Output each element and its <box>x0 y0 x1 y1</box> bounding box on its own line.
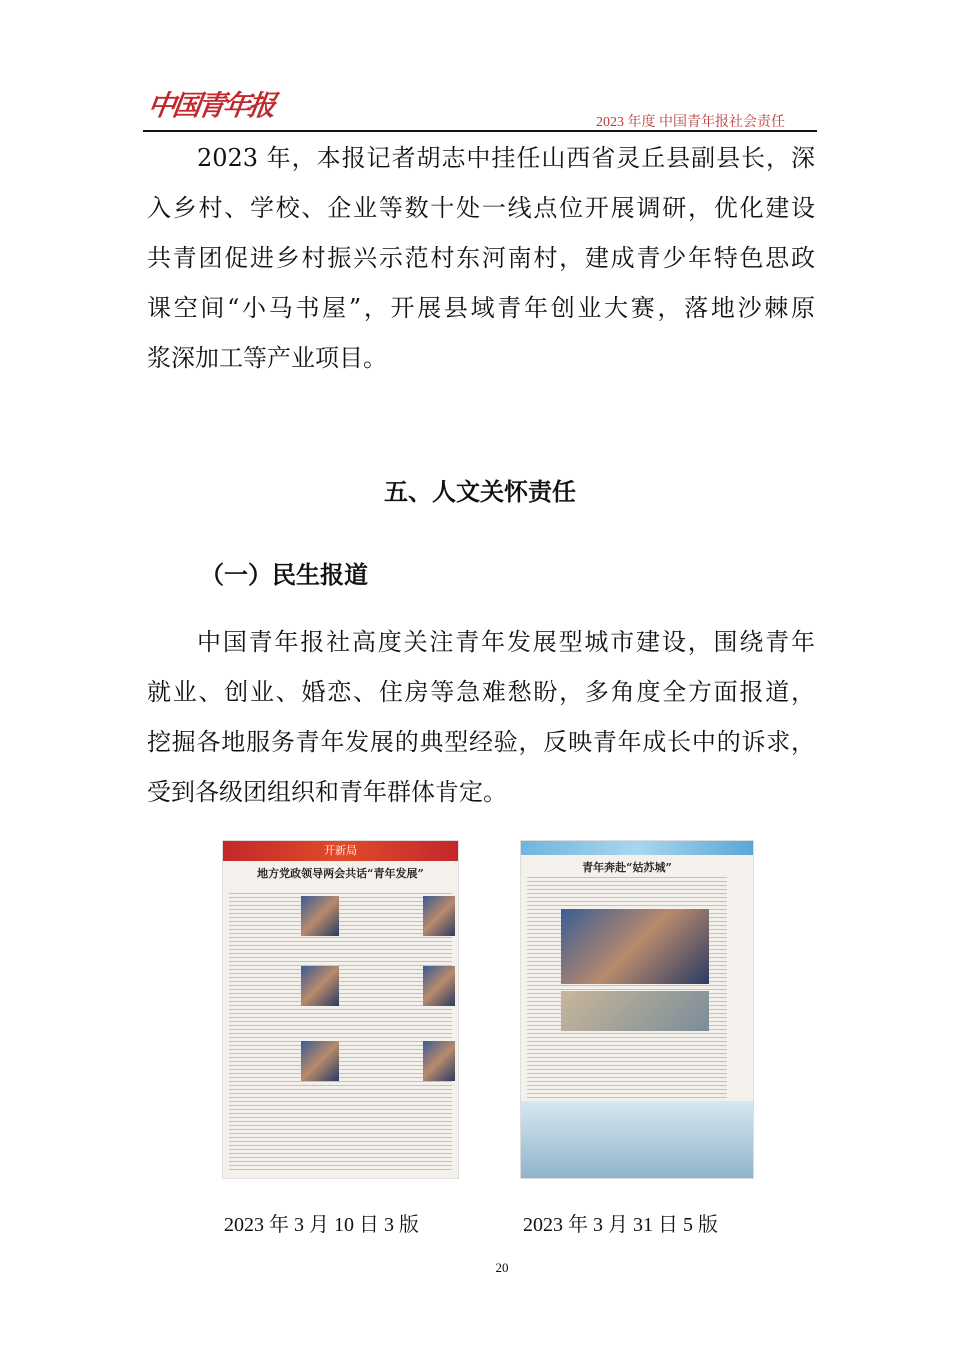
text-line: 就业、创业、婚恋、住房等急难愁盼，多角度全方面报道， <box>147 678 815 706</box>
newspaper-headline: 地方党政领导两会共话“青年发展” <box>257 867 424 880</box>
running-header: 2023 年度 中国青年报社会责任 <box>596 115 785 130</box>
news-photo <box>561 909 709 984</box>
text-columns <box>229 893 452 1172</box>
text-line: 中国青年报社高度关注青年发展型城市建设，围绕青年 <box>197 628 815 656</box>
skyline-photo <box>521 1101 753 1178</box>
portrait-photo <box>423 1041 455 1081</box>
text-line: 挖掘各地服务青年发展的典型经验，反映青年成长中的诉求， <box>147 728 815 756</box>
portrait-photo <box>423 966 455 1006</box>
portrait-photo <box>423 896 455 936</box>
subsection-heading: （一）民生报道 <box>200 561 368 589</box>
newspaper-headline: 青年奔赴“姑苏城” <box>582 861 672 874</box>
newspaper-logo: 中国青年报 <box>145 89 276 122</box>
text-line: 共青团促进乡村振兴示范村东河南村，建成青少年特色思政 <box>147 244 815 272</box>
masthead-band <box>521 841 753 855</box>
figure-caption: 2023 年 3 月 31 日 5 版 <box>523 1214 718 1236</box>
text-line: 课空间“小马书屋”，开展县域青年创业大赛，落地沙棘原 <box>147 294 815 322</box>
paragraph-2 <box>147 617 815 817</box>
section-heading: 五、人文关怀责任 <box>384 478 576 506</box>
paragraph-1 <box>147 133 815 383</box>
page-number: 20 <box>495 1260 509 1275</box>
newspaper-page-image-2 <box>520 840 754 1179</box>
newspaper-page-image-1 <box>222 840 459 1179</box>
portrait-photo <box>301 1041 339 1081</box>
text-line: 入乡村、学校、企业等数十处一线点位开展调研，优化建设 <box>147 194 815 222</box>
text-line: 2023 年，本报记者胡志中挂任山西省灵丘县副县长，深 <box>197 144 815 172</box>
text-line: 受到各级团组织和青年群体肯定。 <box>147 778 507 806</box>
portrait-photo <box>301 966 339 1006</box>
news-photo <box>561 991 709 1031</box>
portrait-photo <box>301 896 339 936</box>
masthead-band: 开新局 <box>223 841 458 861</box>
text-line: 浆深加工等产业项目。 <box>147 344 387 372</box>
figure-caption: 2023 年 3 月 10 日 3 版 <box>224 1214 419 1236</box>
header-rule <box>143 130 817 132</box>
